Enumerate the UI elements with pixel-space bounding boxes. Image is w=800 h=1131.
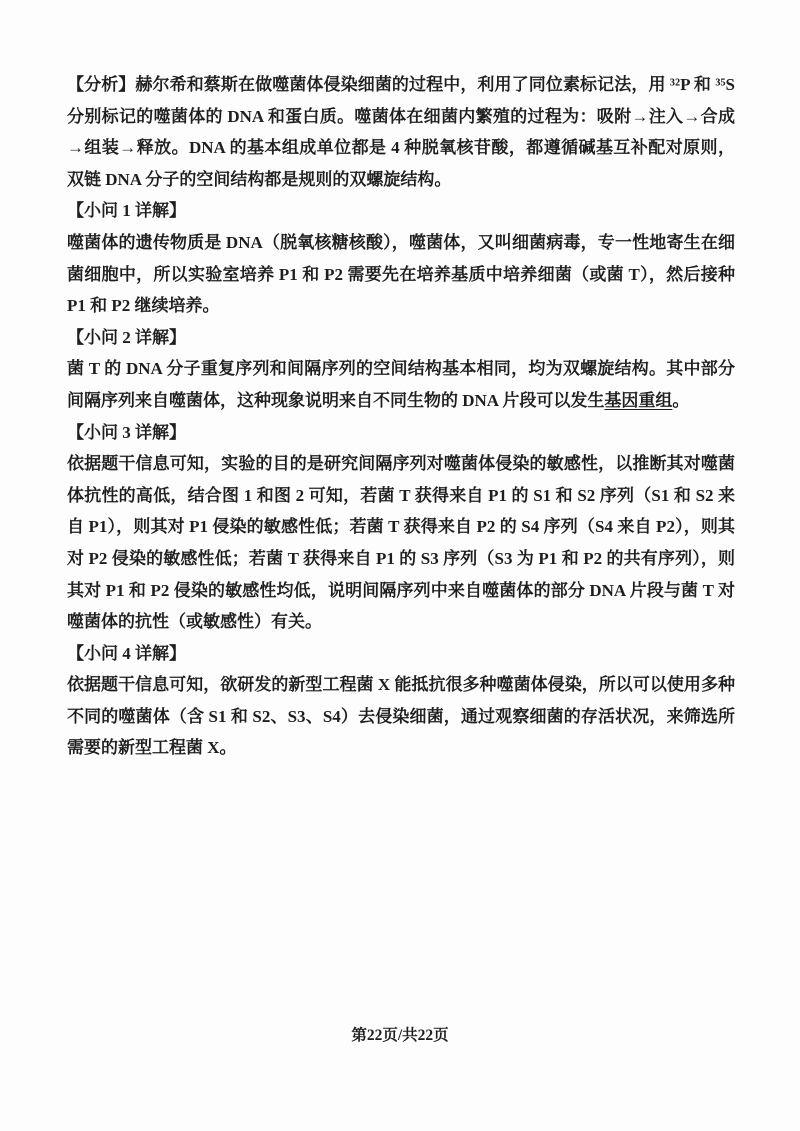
text-run: 噬菌体的遗传物质是 DNA（脱氧核糖核酸），噬菌体，又叫细菌病毒，专一性地寄生在细菌细胞中，所以实验室培养 P1 和 P2 需要先在培养基质中培养细菌（或菌 T），然后接种 P1 和 P2 继续培养。 <box>67 232 735 316</box>
analysis-paragraph <box>67 69 735 195</box>
page-footer <box>0 1024 800 1048</box>
subquestion-4-heading <box>67 638 735 670</box>
text-run: 【小问 3 详解】 <box>67 422 186 442</box>
text-run: 【分析】赫尔希和蔡斯在做噬菌体侵染细菌的过程中，利用了同位素标记法，用 ³²P 和 ³⁵S 分别标记的噬菌体的 DNA 和蛋白质。噬菌体在细菌内繁殖的过程为：吸附→注入→合成→组装→释放。DNA 的基本组成单位都是 4 种脱氧核苷酸，都遵循碱基互补配对原则，双链 DNA 分子的空间结构都是规则的双螺旋结构。 <box>67 75 735 189</box>
page-number-indicator: 第22页/共22页 <box>351 1027 449 1044</box>
subquestion-1-paragraph <box>67 227 735 322</box>
text-run: 【小问 1 详解】 <box>67 201 186 221</box>
subquestion-2-heading <box>67 322 735 354</box>
subquestion-4-paragraph <box>67 669 735 764</box>
underlined-text-run: 基因重组 <box>604 390 673 410</box>
subquestion-2-paragraph <box>67 353 735 416</box>
subquestion-3-paragraph <box>67 448 735 638</box>
text-run: 依据题干信息可知，欲研发的新型工程菌 X 能抵抗很多种噬菌体侵染，所以可以使用多种不同的噬菌体（含 S1 和 S2、S3、S4）去侵染细菌，通过观察细菌的存活状况，来筛选所需要的新型工程菌 X。 <box>67 675 735 758</box>
text-run: 。 <box>672 390 690 410</box>
subquestion-3-heading <box>67 417 735 449</box>
text-run: 依据题干信息可知，实验的目的是研究间隔序列对噬菌体侵染的敏感性，以推断其对噬菌体抗性的高低，结合图 1 和图 2 可知，若菌 T 获得来自 P1 的 S1 和 S2 序列（S1 和 S2 来自 P1），则其对 P1 侵染的敏感性低；若菌 T 获得来自 P2 的 S4 序列（S4 来自 P2），则其对 P2 侵染的敏感性低；若菌 T 获得来自 P1 的 S3 序列（S3 为 P1 和 P2 的共有序列），则其对 P1 和 P2 侵染的敏感性均低，说明间隔序列中来自噬菌体的部分 DNA 片段与菌 T 对噬菌体的抗性（或敏感性）有关。 <box>67 454 735 632</box>
subquestion-1-heading <box>67 195 735 227</box>
text-run: 【小问 4 详解】 <box>67 643 186 663</box>
document-body <box>67 69 735 764</box>
text-run: 【小问 2 详解】 <box>67 327 186 347</box>
text-run: 菌 T 的 DNA 分子重复序列和间隔序列的空间结构基本相同，均为双螺旋结构。其中部分间隔序列来自噬菌体，这种现象说明来自不同生物的 DNA 片段可以发生 <box>67 359 735 410</box>
